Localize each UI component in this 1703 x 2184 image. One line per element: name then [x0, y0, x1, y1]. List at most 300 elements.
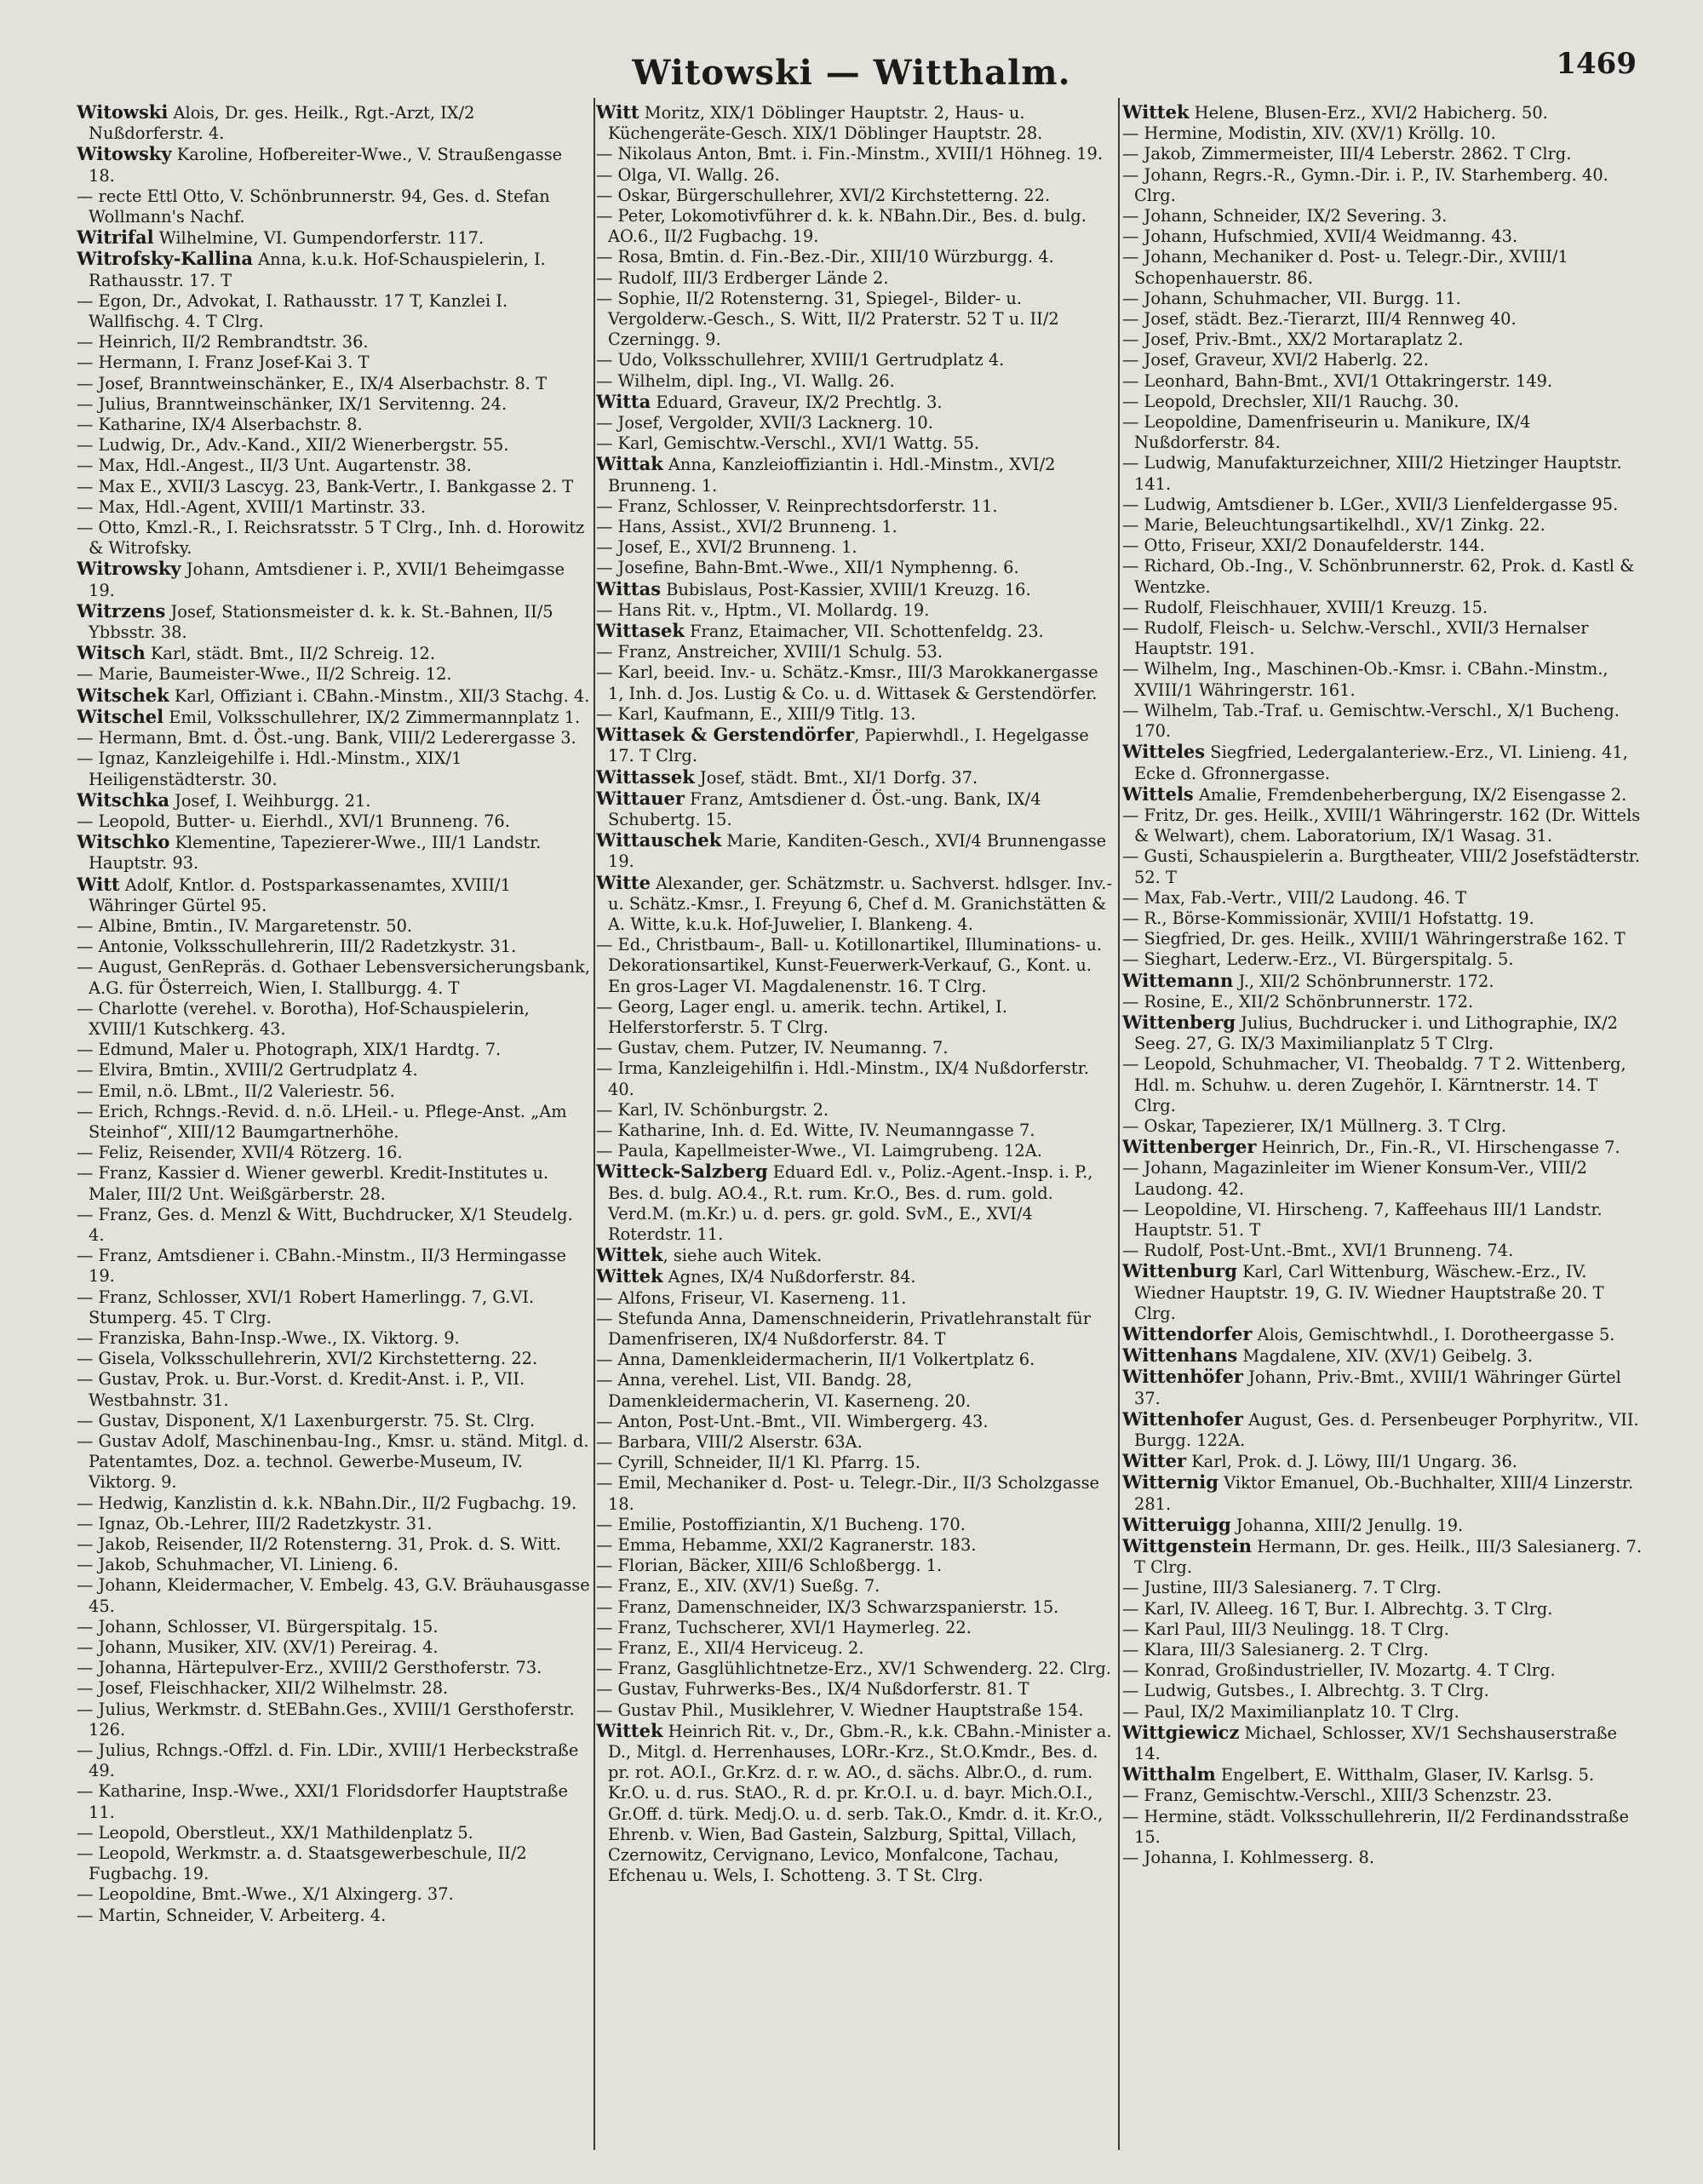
entry-text: — Franziska, Bahn-Insp.-Wwe., IX. Viktorg. 9. [77, 1327, 460, 1348]
entry-text: — Josef, Priv.-Bmt., XX/2 Mortaraplatz 2. [1122, 330, 1464, 350]
entry-text: Helene, Blusen-Erz., XVI/2 Habicherg. 50. [1189, 103, 1548, 123]
directory-entry [77, 1102, 592, 1143]
directory-entry [1122, 742, 1643, 783]
directory-entry [1122, 495, 1643, 515]
directory-entry [77, 1493, 592, 1514]
directory-entry [1122, 888, 1643, 909]
entry-surname: Wittenhofer [1122, 1407, 1243, 1430]
directory-entry [596, 1412, 1115, 1432]
directory-entry [77, 832, 592, 874]
entry-text: — Franz, Amtsdiener i. CBahn.-Minstm., II/3 Hermingasse 19. [77, 1246, 566, 1287]
directory-entry [77, 643, 592, 664]
directory-entry [1122, 784, 1643, 805]
entry-text: Agnes, IX/4 Nußdorferstr. 84. [662, 1267, 916, 1287]
entry-text: , siehe auch Witek. [662, 1246, 823, 1266]
entry-text: — Feliz, Reisender, XVII/4 Rötzerg. 16. [77, 1143, 403, 1163]
directory-entry [1122, 1807, 1643, 1848]
entry-text: — Gustav, chem. Putzer, IV. Neumanng. 7. [596, 1038, 949, 1058]
entry-surname: Wittenberg [1122, 1011, 1236, 1033]
directory-entry [596, 788, 1115, 830]
directory-entry [77, 957, 592, 998]
directory-entry [596, 247, 1115, 267]
entry-text: Franz, Etaimacher, VII. Schottenfeldg. 23. [684, 622, 1044, 642]
directory-entry [77, 1534, 592, 1555]
entry-text: — Wilhelm, dipl. Ing., VI. Wallg. 26. [596, 370, 895, 391]
directory-entry [596, 433, 1115, 454]
entry-surname: Wittauer [596, 787, 685, 809]
directory-entry [77, 394, 592, 415]
entry-text: Moritz, XIX/1 Döblinger Hauptstr. 2, Haus- u. Küchengeräte-Gesch. XIX/1 Döblinger Hauptstr. 28. [608, 103, 1043, 144]
entry-text: August, Ges. d. Persenbeuger Porphyritw., VII. Burgg. 122A. [1134, 1409, 1639, 1450]
entry-surname: Witteck-Salzberg [596, 1161, 768, 1183]
directory-entry [77, 1163, 592, 1204]
entry-surname: Witt [77, 873, 120, 895]
directory-entry [596, 165, 1115, 186]
directory-entry [77, 1843, 592, 1884]
directory-entry [596, 1597, 1115, 1618]
entry-text: — Peter, Lokomotivführer d. k. k. NBahn.Dir., Bes. d. bulg. AO.6., II/2 Fugbachg. 19. [596, 206, 1087, 247]
entry-text: — Udo, Volksschullehrer, XVIII/1 Gertrudplatz 4. [596, 350, 1005, 370]
entry-surname: Witschko [77, 831, 170, 853]
entry-text: — Franz, Tuchscherer, XVI/1 Haymerleg. 22. [596, 1617, 972, 1637]
entry-text: — Josef, Graveur, XVI/2 Haberlg. 22. [1122, 350, 1429, 370]
entry-text: — Marie, Baumeister-Wwe., II/2 Schreig. 12. [77, 664, 452, 685]
entry-text: — Gusti, Schauspielerin a. Burgtheater, VIII/2 Josefstädterstr. 52. T [1122, 846, 1641, 887]
entry-text: — Hans Rit. v., Hptm., VI. Mollardg. 19. [596, 599, 930, 620]
entry-text: — Leopoldine, Bmt.-Wwe., X/1 Alxingerg. 37. [77, 1884, 454, 1905]
directory-entry [596, 725, 1115, 766]
entry-text: — Gustav, Disponent, X/1 Laxenburgerstr. 75. St. Clrg. [77, 1410, 536, 1430]
entry-text: — Max, Fab.-Vertr., VIII/2 Laudong. 46. T [1122, 887, 1467, 908]
entry-text: — Leonhard, Bahn-Bmt., XVI/1 Ottakringerstr. 149. [1122, 370, 1553, 391]
entry-surname: Witteles [1122, 741, 1206, 763]
directory-entry [1122, 971, 1643, 992]
entry-text: Engelbert, E. Witthalm, Glaser, IV. Karlsg. 5. [1215, 1765, 1595, 1786]
entry-text: Franz, Amtsdiener d. Öst.-ung. Bank, IX/4 Schubertg. 15. [608, 788, 1041, 829]
entry-surname: Witrofsky-Kallina [77, 248, 253, 270]
entry-text: Marie, Kanditen-Gesch., XVI/4 Brunnengasse 19. [608, 831, 1107, 872]
entry-text: — Katharine, Inh. d. Ed. Witte, IV. Neumanngasse 7. [596, 1120, 1035, 1140]
directory-entry [77, 1740, 592, 1781]
directory-entry [77, 1205, 592, 1246]
directory-entry [1122, 701, 1643, 742]
entry-text: — Hermine, Modistin, XIV. (XV/1) Kröllg. 10. [1122, 123, 1496, 144]
entry-text: — Rudolf, Post-Unt.-Bmt., XVI/1 Brunneng. 74. [1122, 1241, 1514, 1261]
entry-text: — Rosa, Bmtin. d. Fin.-Bez.-Dir., XIII/10 Würzburgg. 4. [596, 247, 1054, 267]
directory-entry [596, 102, 1115, 144]
directory-entry [1122, 247, 1643, 288]
directory-entry [1122, 1200, 1643, 1241]
entry-text: — Karl, IV. Schönburgstr. 2. [596, 1099, 829, 1120]
entry-surname: Witthalm [1122, 1763, 1216, 1786]
entry-text: — Rudolf, III/3 Erdberger Lände 2. [596, 267, 889, 288]
entry-surname: Wittek [1122, 102, 1190, 123]
directory-entry [77, 707, 592, 728]
entry-text: — Franz, Gasglühlichtnetze-Erz., XV/1 Schwenderg. 22. Clrg. [596, 1659, 1111, 1679]
entry-text: — Barbara, VIII/2 Alserstr. 63A. [596, 1432, 863, 1452]
directory-entry [596, 704, 1115, 725]
entry-text: — Oskar, Tapezierer, IX/1 Müllnerg. 3. T Clrg. [1122, 1115, 1507, 1136]
entry-surname: Wittenburg [1122, 1260, 1237, 1282]
directory-entry [77, 1781, 592, 1822]
directory-entry [1122, 1848, 1643, 1868]
directory-entry [596, 642, 1115, 662]
directory-entry [1122, 805, 1643, 846]
entry-text: — Josef, Vergolder, XVII/3 Lacknerg. 10. [596, 413, 933, 433]
entry-text: — Edmund, Maler u. Photograph, XIX/1 Hardtg. 7. [77, 1040, 502, 1060]
entry-text: — Leopold, Drechsler, XII/1 Rauchg. 30. [1122, 391, 1459, 411]
directory-entry [596, 873, 1115, 936]
directory-entry [596, 1659, 1115, 1679]
directory-entry [1122, 206, 1643, 226]
directory-entry [77, 332, 592, 353]
entry-text: — Franz, Schlosser, V. Reinprechtsdorferstr. 11. [596, 496, 998, 516]
directory-entry [1122, 1158, 1643, 1199]
entry-text: — Josef, städt. Bez.-Tierarzt, III/4 Rennweg 40. [1122, 309, 1517, 330]
entry-text: Magdalene, XIV. (XV/1) Geibelg. 3. [1237, 1346, 1533, 1367]
entry-text: Karl, Carl Wittenburg, Wäschew.-Erz., IV. Wiedner Hauptstr. 19, G. IV. Wiedner Hauptstraße 20. T Clrg. [1134, 1262, 1604, 1323]
entry-text: Karl, städt. Bmt., II/2 Schreig. 12. [145, 644, 436, 664]
entry-surname: Witrzens [77, 599, 166, 622]
entry-text: — Rosine, E., XII/2 Schönbrunnerstr. 172. [1122, 991, 1474, 1012]
directory-entry [1122, 123, 1643, 144]
entry-text: — R., Börse-Kommissionär, XVIII/1 Hofstattg. 19. [1122, 908, 1534, 928]
entry-text: — Olga, VI. Wallg. 26. [596, 164, 780, 185]
entry-surname: Wittak [596, 453, 663, 475]
directory-entry [77, 186, 592, 227]
entry-text: Anna, Kanzleioffiziantin i. Hdl.-Minstm., XVI/2 Brunneng. 1. [608, 455, 1056, 496]
directory-entry [596, 1309, 1115, 1350]
directory-entry [77, 1678, 592, 1699]
entry-surname: Wittenhöfer [1122, 1366, 1243, 1388]
entry-text: Emil, Volksschullehrer, IX/2 Zimmermannplatz 1. [163, 707, 581, 727]
directory-entry [596, 1058, 1115, 1099]
entry-text: — Katharine, Insp.-Wwe., XXI/1 Floridsdorfer Hauptstraße 11. [77, 1781, 568, 1822]
entry-surname: Witschka [77, 788, 169, 811]
entry-surname: Witschel [77, 705, 164, 727]
directory-entry [1122, 165, 1643, 206]
directory-entry [596, 830, 1115, 872]
directory-entry [596, 289, 1115, 351]
directory-entry [77, 1555, 592, 1575]
column-divider [593, 98, 595, 2150]
entry-text: Eduard Edl. v., Poliz.-Agent.-Insp. i. P., Bes. d. bulg. AO.4., R.t. rum. Kr.O., Bes. d. rum. gold. Verd.M. (m.Kr.) u. d. pers. gr. gold. SvM., E., XVI/4 Roterdstr. 11. [608, 1162, 1093, 1244]
directory-entry [77, 937, 592, 957]
entry-text: — Leopold, Butter- u. Eierhdl., XVI/1 Brunneng. 76. [77, 811, 510, 831]
directory-entry [1122, 1681, 1643, 1701]
directory-column-2 [596, 102, 1115, 2146]
entry-text: — Franz, Kassier d. Wiener gewerbl. Kredit-Institutes u. Maler, III/2 Unt. Weißgärberstr. 28. [77, 1163, 549, 1204]
directory-entry [596, 558, 1115, 578]
entry-text: Johanna, XIII/2 Jenullg. 19. [1230, 1515, 1464, 1535]
directory-entry [596, 206, 1115, 247]
entry-text: — Franz, E., XII/4 Herviceug. 2. [596, 1638, 864, 1659]
entry-text: — Hermann, Bmt. d. Öst.-ung. Bank, VIII/2 Lederergasse 3. [77, 728, 576, 748]
entry-text: — Ludwig, Amtsdiener b. LGer., XVII/3 Lienfeldergasse 95. [1122, 494, 1619, 514]
directory-entry [1122, 949, 1643, 970]
entry-text: — Charlotte (verehel. v. Borotha), Hof-Schauspielerin, XVIII/1 Kutschkerg. 43. [77, 998, 530, 1039]
entry-surname: Witta [596, 390, 651, 412]
directory-entry [1122, 392, 1643, 412]
entry-text: — Heinrich, II/2 Rembrandtstr. 36. [77, 332, 369, 353]
entry-text: — Gustav, Prok. u. Bur.-Vorst. d. Kredit-Anst. i. P., VII. Westbahnstr. 31. [77, 1369, 525, 1410]
directory-entry [77, 353, 592, 373]
entry-text: — Leopoldine, VI. Hirscheng. 7, Kaffeehaus III/1 Landstr. Hauptstr. 51. T [1122, 1199, 1603, 1240]
directory-entry [596, 350, 1115, 370]
entry-text: — Emilie, Postoffiziantin, X/1 Bucheng. 170. [596, 1514, 966, 1534]
entry-text: — Leopold, Schuhmacher, VI. Theobaldg. 7 T 2. Wittenberg, Hdl. m. Schuhw. u. deren Zugehör, I. Kärntnerstr. 14. T Clrg. [1122, 1054, 1626, 1115]
directory-entry [1122, 226, 1643, 247]
entry-text: Anna, k.u.k. Hof-Schauspielerin, I. Rathausstr. 17. T [89, 249, 546, 290]
entry-surname: Wittgiewicz [1122, 1721, 1240, 1743]
entry-text: — Albine, Bmtin., IV. Margaretenstr. 50. [77, 915, 413, 936]
entry-text: — Hermine, städt. Volksschullehrerin, II/2 Ferdinandsstraße 15. [1122, 1806, 1629, 1847]
entry-text: — Hermann, I. Franz Josef-Kai 3. T [77, 353, 370, 373]
entry-text: — Elvira, Bmtin., XVIII/2 Gertrudplatz 4. [77, 1060, 418, 1081]
entry-text: — Julius, Werkmstr. d. StEBahn.Ges., XVIII/1 Gersthoferstr. 126. [77, 1699, 575, 1740]
directory-entry [77, 1575, 592, 1616]
directory-entry [77, 249, 592, 290]
directory-entry [77, 728, 592, 748]
directory-entry [596, 1700, 1115, 1721]
directory-entry [77, 1658, 592, 1678]
directory-entry [1122, 556, 1643, 597]
directory-entry [77, 1906, 592, 1926]
directory-entry [77, 477, 592, 497]
directory-entry [77, 456, 592, 476]
entry-text: — Gustav, Fuhrwerks-Bes., IX/4 Nußdorferstr. 81. T [596, 1679, 1029, 1700]
directory-entry [596, 537, 1115, 558]
directory-entry [1122, 1536, 1643, 1578]
entry-text: — Emil, Mechaniker d. Post- u. Telegr.-Dir., II/3 Scholzgasse 18. [596, 1473, 1100, 1514]
entry-text: — Georg, Lager engl. u. amerik. techn. Artikel, I. Helferstorferstr. 5. T Clrg. [596, 996, 1007, 1037]
entry-surname: Wittasek [596, 620, 685, 642]
directory-entry [77, 1060, 592, 1081]
entry-text: — Josef, Fleischhacker, XII/2 Wilhelmstr. 28. [77, 1678, 449, 1699]
directory-entry [1122, 1345, 1643, 1367]
entry-text: — Marie, Beleuchtungsartikelhdl., XV/1 Zinkg. 22. [1122, 515, 1545, 536]
directory-entry [596, 1453, 1115, 1473]
entry-text: Viktor Emanuel, Ob.-Buchhalter, XIII/4 Linzerstr. 281. [1134, 1473, 1634, 1514]
directory-entry [1122, 1660, 1643, 1681]
entry-text: J., XII/2 Schönbrunnerstr. 172. [1233, 971, 1494, 991]
entry-text: — Martin, Schneider, V. Arbeiterg. 4. [77, 1905, 387, 1925]
entry-surname: Wittenhans [1122, 1344, 1238, 1367]
entry-text: Josef, städt. Bmt., XI/1 Dorfg. 37. [694, 767, 978, 788]
entry-text: — Franz, Ges. d. Menzl & Witt, Buchdrucker, X/1 Steudelg. 4. [77, 1204, 573, 1245]
entry-text: — Karl, IV. Alleeg. 16 T, Bur. I. Albrechtg. 3. T Clrg. [1122, 1598, 1553, 1619]
entry-text: Bubislaus, Post-Kassier, XVIII/1 Kreuzg. 16. [661, 579, 1031, 599]
entry-text: Karl, Offiziant i. CBahn.-Minstm., XII/3 Stachg. 4. [169, 685, 590, 706]
directory-entry [77, 1081, 592, 1102]
directory-entry [596, 935, 1115, 997]
directory-entry [596, 392, 1115, 413]
entry-text: Josef, I. Weihburgg. 21. [169, 790, 371, 811]
directory-entry [596, 454, 1115, 496]
directory-entry [77, 916, 592, 937]
directory-entry [1122, 1702, 1643, 1723]
entry-text: — Paul, IX/2 Maximilianplatz 10. T Clrg. [1122, 1701, 1459, 1722]
entry-text: — Max, Hdl.-Agent, XVIII/1 Martinstr. 33. [77, 496, 427, 517]
entry-text: — Alfons, Friseur, VI. Kaserneng. 11. [596, 1287, 907, 1308]
entry-text: Johann, Priv.-Bmt., XVIII/1 Währinger Gürtel 37. [1134, 1367, 1621, 1408]
entry-text: Heinrich Rit. v., Dr., Gbm.-R., k.k. CBahn.-Minister a. D., Mitgl. d. Herrenhauses, LORr.-Krz., St.O.Kmdr., Bes. d. pr. rot. AO.I., Gr.Krz. d. r. w. AO., d. sächs. Albr.O., d. rum. Kr.O. u. d. rus. StAO., R. d. pr. Kr.O.I. u. d. bayr. Mich.O.I., Gr.Off. d. türk. Medj.O. u. d. serb. Tak.O., Kmdr. d. it. Kr.O., Ehrenb. v. Wien, Bad Gastein, Salzburg, Spittal, Villach, Czernowitz, Cervignano, Levico, Monfalcone, Tachau, Efchenau u. Wels, I. Schotteng. 3. T St. Clrg. [608, 1721, 1112, 1886]
entry-text: — Cyrill, Schneider, II/1 Kl. Pfarrg. 15. [596, 1453, 920, 1473]
directory-entry [77, 999, 592, 1040]
entry-text: — Johann, Schuhmacher, VII. Burgg. 11. [1122, 288, 1461, 308]
directory-entry [596, 579, 1115, 600]
entry-surname: Witowski [77, 102, 169, 123]
entry-text: — Rudolf, Fleisch- u. Selchw.-Verschl., XVII/3 Hernalser Hauptstr. 191. [1122, 618, 1589, 659]
entry-text: — Karl, beeid. Inv.- u. Schätz.-Kmsr., III/3 Marokkanergasse 1, Inh. d. Jos. Lustig & Co. u. d. Wittasek & Gerstendörfer. [596, 662, 1098, 703]
directory-entry [1122, 144, 1643, 164]
entry-text: — Jakob, Zimmermeister, III/4 Leberstr. 2862. T Clrg. [1122, 144, 1572, 164]
directory-entry [77, 1514, 592, 1534]
entry-text: — Irma, Kanzleigehilfin i. Hdl.-Minstm., IX/4 Nußdorferstr. 40. [596, 1058, 1089, 1099]
directory-entry [596, 1432, 1115, 1453]
entry-text: — Johann, Kleidermacher, V. Embelg. 43, G.V. Bräuhausgasse 45. [77, 1575, 590, 1616]
directory-entry [596, 496, 1115, 517]
directory-entry [1122, 992, 1643, 1012]
directory-entry [596, 1141, 1115, 1161]
entry-surname: Wittgenstein [1122, 1535, 1253, 1557]
directory-entry [1122, 453, 1643, 494]
directory-entry [77, 1884, 592, 1905]
entry-surname: Wittas [596, 577, 662, 599]
entry-text: — Anna, Damenkleidermacherin, II/1 Volkertplatz 6. [596, 1350, 1035, 1370]
entry-text: — Gisela, Volksschullehrerin, XVI/2 Kirchstetterng. 22. [77, 1349, 538, 1369]
directory-entry [1122, 536, 1643, 556]
directory-entry [1122, 412, 1643, 453]
directory-entry [77, 748, 592, 789]
directory-entry [596, 1100, 1115, 1121]
entry-text: — Sophie, II/2 Rotensterng. 31, Spiegel-, Bilder- u. Vergolderw.-Gesch., S. Witt, II/2 Praterstr. 52 T u. II/2 Czerningg. 9. [596, 288, 1059, 350]
entry-text: — Ignaz, Ob.-Lehrer, III/2 Radetzkystr. 31. [77, 1513, 433, 1533]
directory-entry [1122, 1241, 1643, 1261]
entry-text: — Siegfried, Dr. ges. Heilk., XVIII/1 Währingerstraße 162. T [1122, 929, 1626, 949]
entry-text: — Hedwig, Kanzlistin d. k.k. NBahn.Dir., II/2 Fugbachg. 19. [77, 1493, 577, 1513]
directory-entry [1122, 1324, 1643, 1345]
directory-entry [1122, 289, 1643, 309]
directory-entry [1122, 846, 1643, 887]
directory-entry [1122, 1137, 1643, 1158]
entry-surname: Wittek [596, 1265, 663, 1287]
entry-text: — Johann, Schneider, IX/2 Severing. 3. [1122, 206, 1448, 226]
directory-entry [1122, 929, 1643, 949]
entry-surname: Wittassek [596, 765, 695, 788]
entry-surname: Witter [1122, 1450, 1187, 1472]
directory-entry [596, 767, 1115, 788]
entry-text: — Klara, III/3 Salesianerg. 2. T Clrg. [1122, 1640, 1429, 1660]
entry-surname: Witteruigg [1122, 1513, 1231, 1535]
entry-text: — Wilhelm, Tab.-Traf. u. Gemischtw.-Verschl., X/1 Bucheng. 170. [1122, 700, 1620, 742]
entry-text: — Franz, Gemischtw.-Verschl., XIII/3 Schenzstr. 23. [1122, 1786, 1552, 1806]
entry-text: — Rudolf, Fleischhauer, XVIII/1 Kreuzg. 15. [1122, 597, 1488, 617]
directory-entry [596, 1618, 1115, 1638]
entry-surname: Witrowsky [77, 558, 181, 580]
entry-text: — Sieghart, Lederw.-Erz., VI. Bürgerspitalg. 5. [1122, 949, 1514, 970]
entry-text: — August, GenRepräs. d. Gothaer Lebensversicherungsbank, A.G. für Österreich, Wien, I. Stallburgg. 4. T [77, 957, 591, 998]
entry-text: — Franz, E., XIV. (XV/1) Sueßg. 7. [596, 1576, 880, 1596]
entry-text: — Max, Hdl.-Angest., II/3 Unt. Augartenstr. 38. [77, 456, 472, 476]
directory-entry [596, 1679, 1115, 1700]
directory-entry [1122, 1599, 1643, 1619]
entry-text: Wilhelmine, VI. Gumpendorferstr. 117. [153, 228, 485, 249]
entry-text: — Emma, Hebamme, XXI/2 Kagranerstr. 183. [596, 1535, 977, 1556]
directory-entry [596, 1638, 1115, 1659]
directory-entry [1122, 309, 1643, 330]
entry-text: — Johanna, Härtepulver-Erz., XVIII/2 Gersthoferstr. 73. [77, 1658, 542, 1678]
entry-surname: Wittels [1122, 782, 1194, 805]
page-header-title: Witowski — Witthalm. [632, 53, 1071, 93]
directory-entry [77, 664, 592, 685]
entry-text: — Wilhelm, Ing., Maschinen-Ob.-Kmsr. i. CBahn.-Minstm., XVIII/1 Währingerstr. 161. [1122, 659, 1608, 700]
directory-entry [77, 1700, 592, 1740]
directory-entry [77, 601, 592, 643]
entry-text: — Leopold, Oberstleut., XX/1 Mathildenplatz 5. [77, 1822, 473, 1843]
directory-entry [1122, 1012, 1643, 1054]
directory-entry [1122, 1054, 1643, 1116]
directory-entry [1122, 1472, 1643, 1514]
directory-entry [596, 413, 1115, 433]
entry-text: — Otto, Kmzl.-R., I. Reichsratsstr. 5 T Clrg., Inh. d. Horowitz & Witrofsky. [77, 518, 585, 559]
entry-text: — Johann, Musiker, XIV. (XV/1) Pereirag. 4. [77, 1637, 439, 1658]
entry-text: — Justine, III/3 Salesianerg. 7. T Clrg. [1122, 1578, 1442, 1598]
directory-entry [77, 415, 592, 435]
directory-entry [596, 1556, 1115, 1576]
entry-surname: Witschek [77, 684, 169, 706]
entry-text: Josef, Stationsmeister d. k. k. St.-Bahnen, II/5 Ybbsstr. 38. [89, 601, 553, 643]
entry-surname: Witt [596, 102, 639, 123]
entry-text: — Oskar, Bürgerschullehrer, XVI/2 Kirchstetterng. 22. [596, 185, 1051, 205]
directory-entry [1122, 1261, 1643, 1324]
directory-entry [1122, 102, 1643, 123]
entry-text: — Josef, E., XVI/2 Brunneng. 1. [596, 537, 857, 558]
entry-text: Julius, Buchdrucker i. und Lithographie, IX/2 Seeg. 27, G. IX/3 Maximilianplatz 5 T Clrg. [1134, 1012, 1618, 1054]
directory-entry [77, 685, 592, 707]
directory-entry [77, 435, 592, 456]
directory-column-1 [77, 102, 592, 2146]
entry-text: Klementine, Tapezierer-Wwe., III/1 Landstr. Hauptstr. 93. [89, 833, 542, 874]
directory-entry [77, 1246, 592, 1287]
directory-entry [1122, 1409, 1643, 1451]
directory-entry [77, 790, 592, 811]
directory-entry [77, 497, 592, 518]
directory-entry [1122, 330, 1643, 350]
directory-entry [77, 1617, 592, 1637]
directory-entry [1122, 598, 1643, 618]
entry-surname: Witte [596, 871, 651, 893]
directory-entry [1122, 909, 1643, 929]
directory-entry [596, 1161, 1115, 1245]
directory-entry [1122, 659, 1643, 700]
directory-entry [77, 144, 592, 186]
entry-text: — Josefine, Bahn-Bmt.-Wwe., XII/1 Nymphenng. 6. [596, 558, 1019, 578]
entry-surname: Wittauschek [596, 829, 722, 851]
directory-entry [77, 1287, 592, 1328]
entry-text: — Ludwig, Dr., Adv.-Kand., XII/2 Wienerbergstr. 55. [77, 435, 509, 456]
entry-surname: Witsch [77, 642, 146, 664]
directory-entry [77, 518, 592, 559]
directory-entry [596, 1288, 1115, 1309]
entry-text: — Leopold, Werkmstr. a. d. Staatsgewerbeschule, II/2 Fugbachg. 19. [77, 1843, 527, 1884]
entry-text: — Johann, Regrs.-R., Gymn.-Dir. i. P., IV. Starhemberg. 40. Clrg. [1122, 164, 1608, 205]
entry-text: — Ed., Christbaum-, Ball- u. Kotillonartikel, Illuminations- u. Dekorationsartikel, Kunst-Feuerwerk-Verkauf, G., Kont. u. En gros-Lager VI. Magdalenenstr. 16. T Clrg. [596, 935, 1103, 996]
entry-text: — Egon, Dr., Advokat, I. Rathausstr. 17 T, Kanzlei I. Wallfischg. 4. T Clrg. [77, 290, 508, 332]
directory-entry [596, 997, 1115, 1038]
directory-entry [77, 291, 592, 332]
directory-entry [596, 1515, 1115, 1535]
